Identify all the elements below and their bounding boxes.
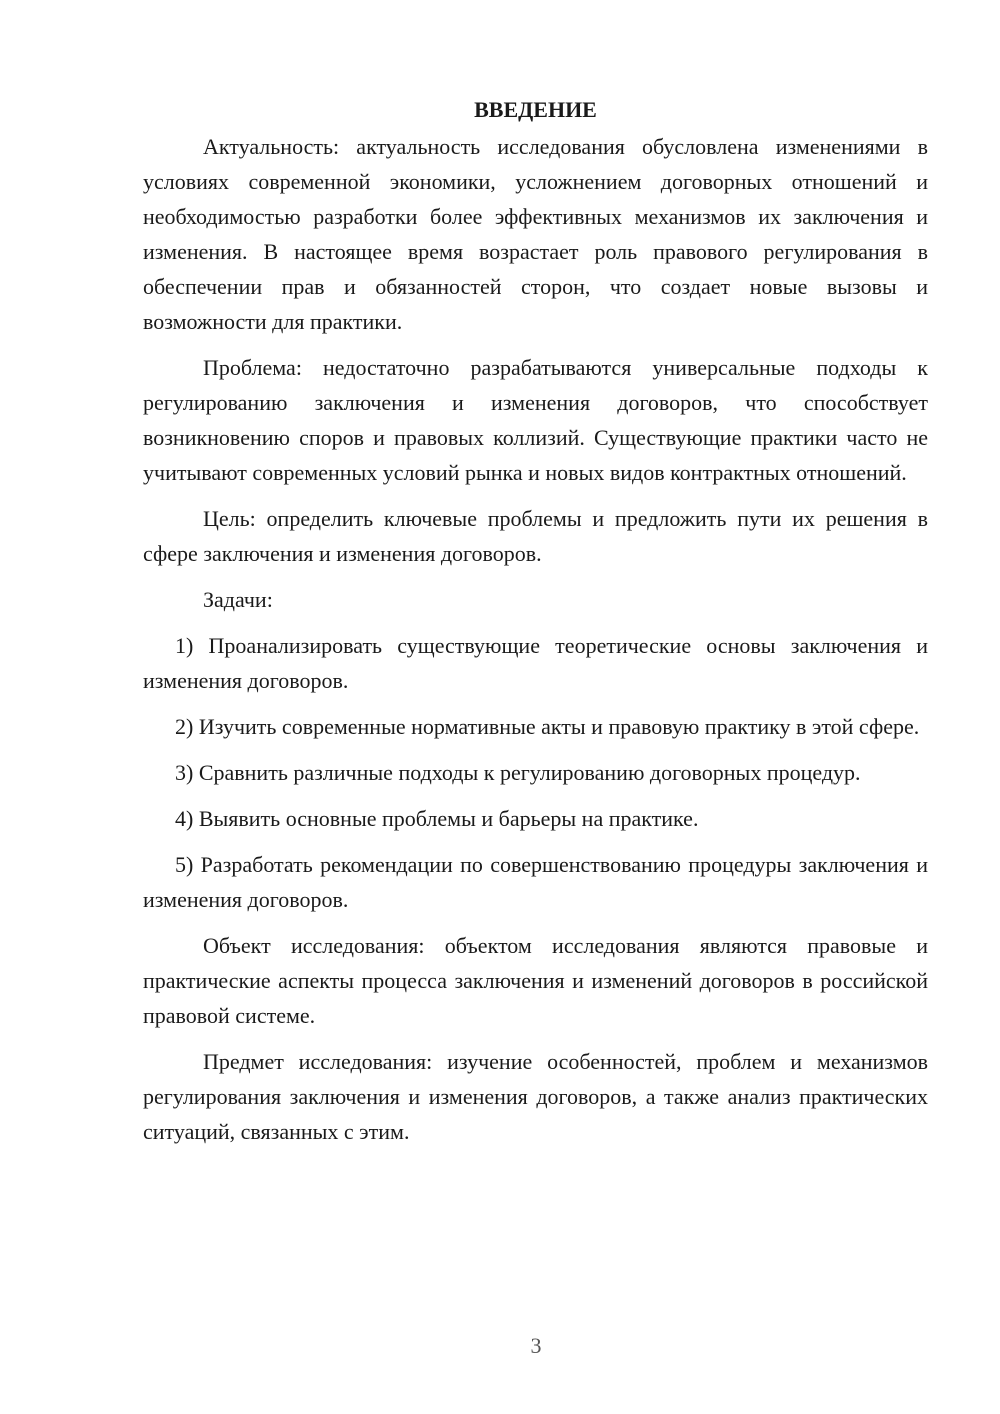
subject-paragraph: Предмет исследования: изучение особенностей, проблем и механизмов регулирования заключения и изменения договоров, а также анализ практических ситуаций, связанных с этим. (143, 1049, 928, 1144)
task-item: 3) Сравнить различные подходы к регулированию договорных процедур. (175, 760, 861, 785)
problem-paragraph: Проблема: недостаточно разрабатываются универсальные подходы к регулированию заключения и изменения договоров, что способствует возникновению споров и правовых коллизий. Существующие практики часто не учитывают современных условий рынка и новых видов контрактных отношений. (143, 355, 928, 485)
page-number: 3 (530, 1333, 542, 1358)
tasks-heading: Задачи: (203, 587, 273, 612)
page-title: ВВЕДЕНИЕ (474, 97, 597, 122)
goal-paragraph: Цель: определить ключевые проблемы и предложить пути их решения в сфере заключения и изменения договоров. (143, 506, 928, 566)
task-item: 4) Выявить основные проблемы и барьеры на практике. (175, 806, 699, 831)
document-page (143, 92, 928, 1160)
object-paragraph: Объект исследования: объектом исследования являются правовые и практические аспекты процесса заключения и изменений договоров в российской правовой системе. (143, 933, 928, 1028)
relevance-paragraph: Актуальность: актуальность исследования обусловлена изменениями в условиях современной экономики, усложнением договорных отношений и необходимостью разработки более эффективных механизмов их заключения и изменения. В настоящее время возрастает роль правового регулирования в обеспечении прав и обязанностей сторон, что создает новые вызовы и возможности для практики. (143, 134, 928, 334)
task-item: 5) Разработать рекомендации по совершенствованию процедуры заключения и изменения договоров. (143, 852, 928, 912)
task-item: 1) Проанализировать существующие теоретические основы заключения и изменения договоров. (143, 633, 928, 693)
task-item: 2) Изучить современные нормативные акты и правовую практику в этой сфере. (175, 714, 920, 739)
